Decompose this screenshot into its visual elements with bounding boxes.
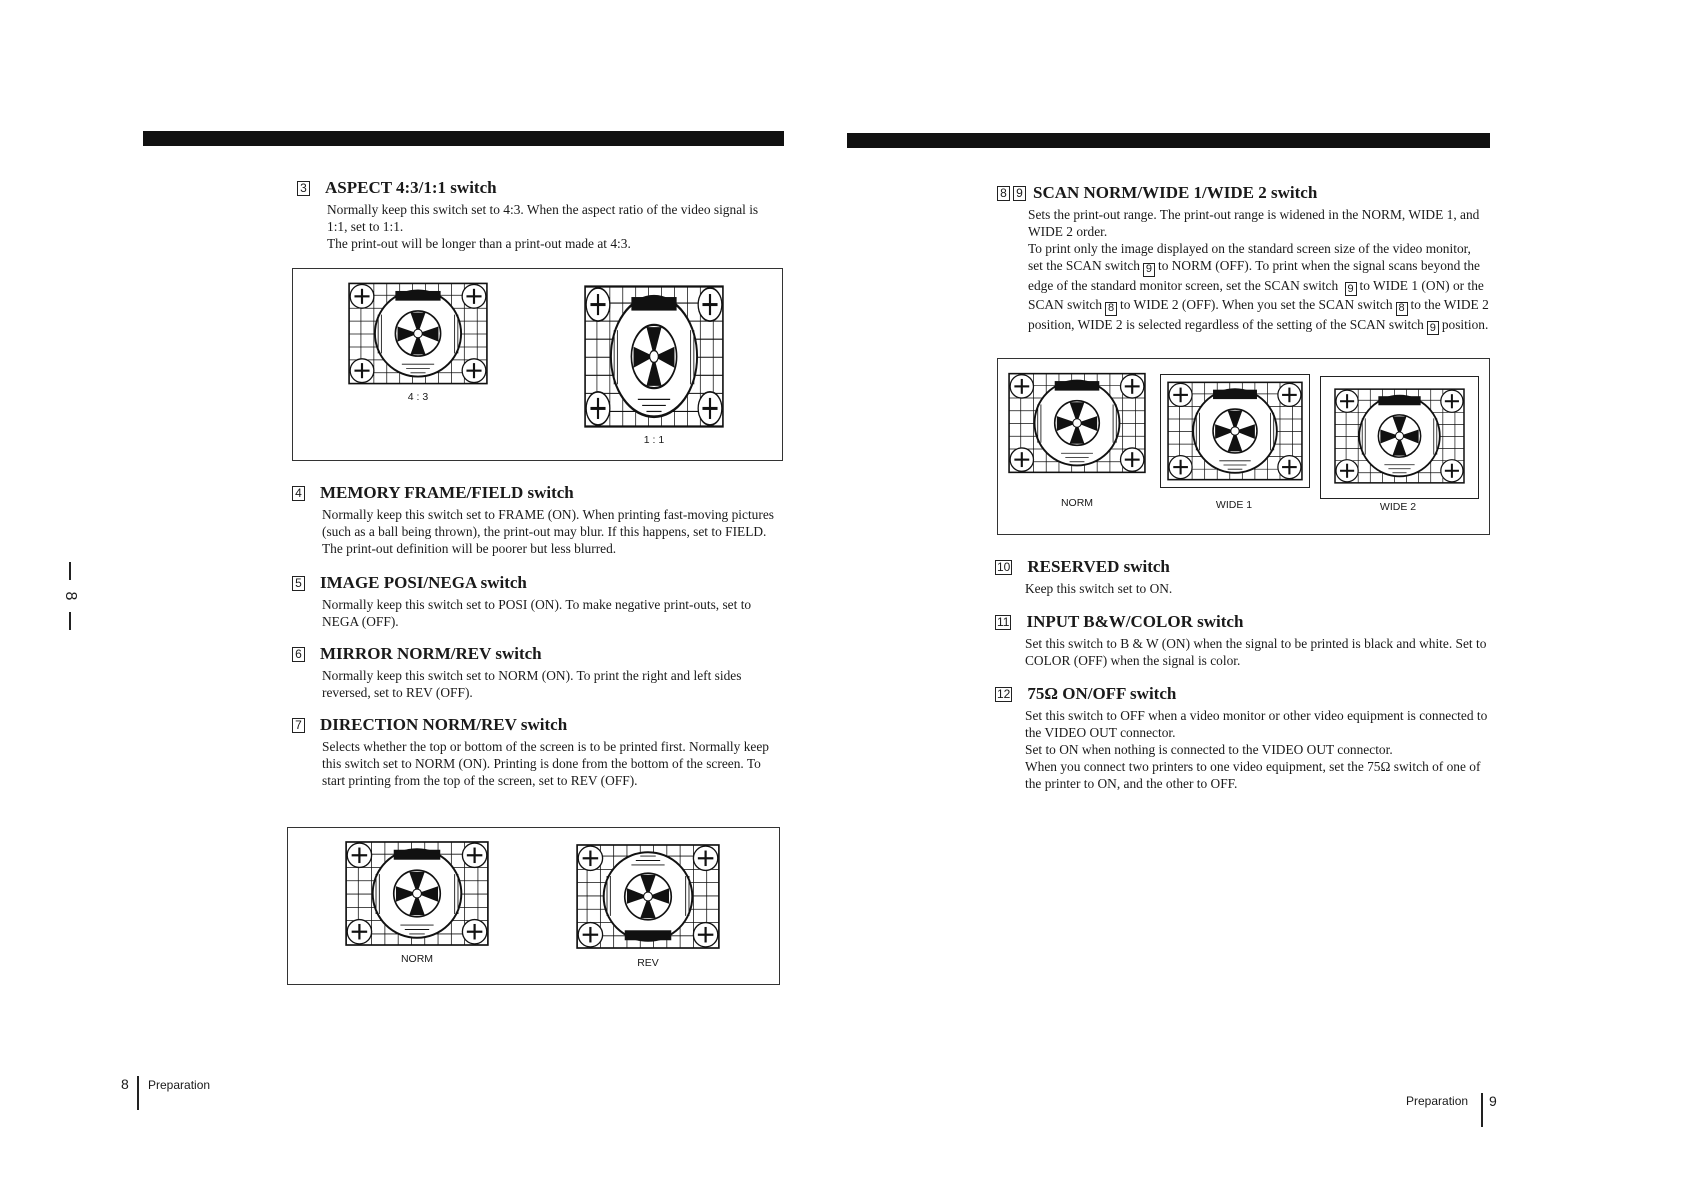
folio-number: 9 (1489, 1093, 1497, 1109)
caption-1-1: 1 : 1 (643, 434, 665, 446)
section-text: Set to ON when nothing is connected to the VIDEO OUT connector. (1025, 742, 1393, 757)
section-text: When you connect two printers to one video equipment, set the 75Ω switch of one of the printer to ON, and the other to OFF. (1025, 759, 1481, 791)
section-mirror (292, 644, 782, 701)
section-text: Set this switch to B & W (ON) when the signal to be printed is black and white. Set to COLOR (OFF) when the signal is color. (1025, 636, 1487, 668)
caption-4-3: 4 : 3 (407, 391, 429, 403)
section-title: ASPECT 4:3/1:1 switch (325, 178, 497, 197)
section-text: Sets the print-out range. The print-out range is widened in the NORM, WIDE 1, and WIDE 2 order. (1028, 207, 1480, 239)
section-text: To print only the image displayed on the standard screen size of the video monitor, set the SCAN switch 9 to NORM (OFF). To print when the signal scans beyond the edge of the standard monitor screen, set the SCAN switch 9 to WIDE 1 (ON) or the SCAN switch 8 to WIDE 2 (OFF). When you set the SCAN switch 8 to the WIDE 2 position, WIDE 2 is selected regardless of the setting of the SCAN switch 9 position. (1028, 241, 1489, 334)
switch-ref: 9 (1143, 263, 1155, 277)
folio-label: Preparation (1406, 1094, 1469, 1108)
section-aspect (297, 178, 767, 252)
side-page-mark: 8 (62, 562, 78, 632)
folio-rule (1481, 1093, 1483, 1127)
folio-label: Preparation (148, 1078, 211, 1092)
section-text: Selects whether the top or bottom of the screen is to be printed first. Normally keep this switch set to NORM (ON). Printing is done from the bottom of the screen. To start printing from the top of the screen, set to REV (OFF). (322, 739, 769, 788)
figure-scan (997, 358, 1490, 535)
left-header-bar (143, 131, 784, 146)
section-text: Normally keep this switch set to POSI (ON). To make negative print-outs, set to NEGA (OFF). (322, 597, 752, 629)
switch-ref: 9 (1345, 282, 1357, 296)
section-text: The print-out will be longer than a print-out made at 4:3. (327, 236, 631, 251)
caption-norm: NORM (400, 953, 434, 965)
section-title: 75Ω ON/OFF switch (1027, 684, 1177, 703)
section-scan (997, 183, 1489, 335)
switch-ref: 8 (1105, 302, 1117, 316)
section-number: 7 (292, 718, 305, 733)
test-pattern-wide2 (1334, 387, 1465, 485)
caption-rev: REV (637, 957, 659, 969)
test-pattern-norm (345, 839, 489, 948)
section-text: Keep this switch set to ON. (1025, 581, 1173, 596)
section-number: 3 (297, 181, 310, 196)
section-title: INPUT B&W/COLOR switch (1026, 612, 1244, 631)
section-reserved (995, 557, 1490, 597)
section-75ohm (995, 684, 1490, 792)
caption-norm: NORM (1060, 497, 1094, 509)
test-pattern-norm (1008, 372, 1146, 474)
section-text: Normally keep this switch set to 4:3. When the aspect ratio of the video signal is 1:1, set to 1:1. (327, 202, 759, 234)
caption-wide2: WIDE 2 (1379, 501, 1417, 513)
section-text: Set this switch to OFF when a video monitor or other video equipment is connected to the VIDEO OUT connector. (1025, 708, 1488, 740)
test-pattern-rev (576, 842, 720, 951)
section-memory (292, 483, 782, 557)
section-input (995, 612, 1490, 669)
section-number: 6 (292, 647, 305, 662)
caption-wide1: WIDE 1 (1215, 499, 1253, 511)
folio-number: 8 (121, 1076, 129, 1092)
section-image (292, 573, 782, 630)
section-number: 11 (997, 615, 1010, 629)
section-number: 9 (1013, 186, 1026, 201)
folio-rule (137, 1076, 139, 1110)
section-text: Normally keep this switch set to FRAME (ON). When printing fast-moving pictures (such as a ball being thrown), the print-out may blur. If this happens, set to FIELD. The print-out definition will be poorer but less blurred. (322, 507, 774, 556)
section-title: MIRROR NORM/REV switch (320, 644, 542, 663)
section-title: IMAGE POSI/NEGA switch (320, 573, 527, 592)
right-header-bar (847, 133, 1490, 148)
test-pattern-4-3 (348, 282, 488, 385)
section-number: 12 (997, 687, 1011, 701)
scan-frame-wide2 (1320, 376, 1479, 499)
figure-direction (287, 827, 780, 985)
section-text: Normally keep this switch set to NORM (ON). To print the right and left sides reversed, set to REV (OFF). (322, 668, 742, 700)
section-title: DIRECTION NORM/REV switch (320, 715, 568, 734)
section-number: 5 (292, 576, 305, 591)
section-number: 4 (292, 486, 305, 501)
test-pattern-1-1 (584, 285, 724, 428)
switch-ref: 9 (1427, 321, 1439, 335)
section-title: MEMORY FRAME/FIELD switch (320, 483, 574, 502)
scan-frame-wide1 (1160, 374, 1310, 488)
section-number: 10 (997, 560, 1011, 574)
section-title: SCAN NORM/WIDE 1/WIDE 2 switch (1033, 183, 1318, 202)
figure-aspect (292, 268, 783, 461)
section-title: RESERVED switch (1027, 557, 1170, 576)
switch-ref: 8 (1396, 302, 1408, 316)
section-direction (292, 715, 782, 789)
section-number: 8 (997, 186, 1010, 201)
test-pattern-wide1 (1167, 380, 1303, 482)
